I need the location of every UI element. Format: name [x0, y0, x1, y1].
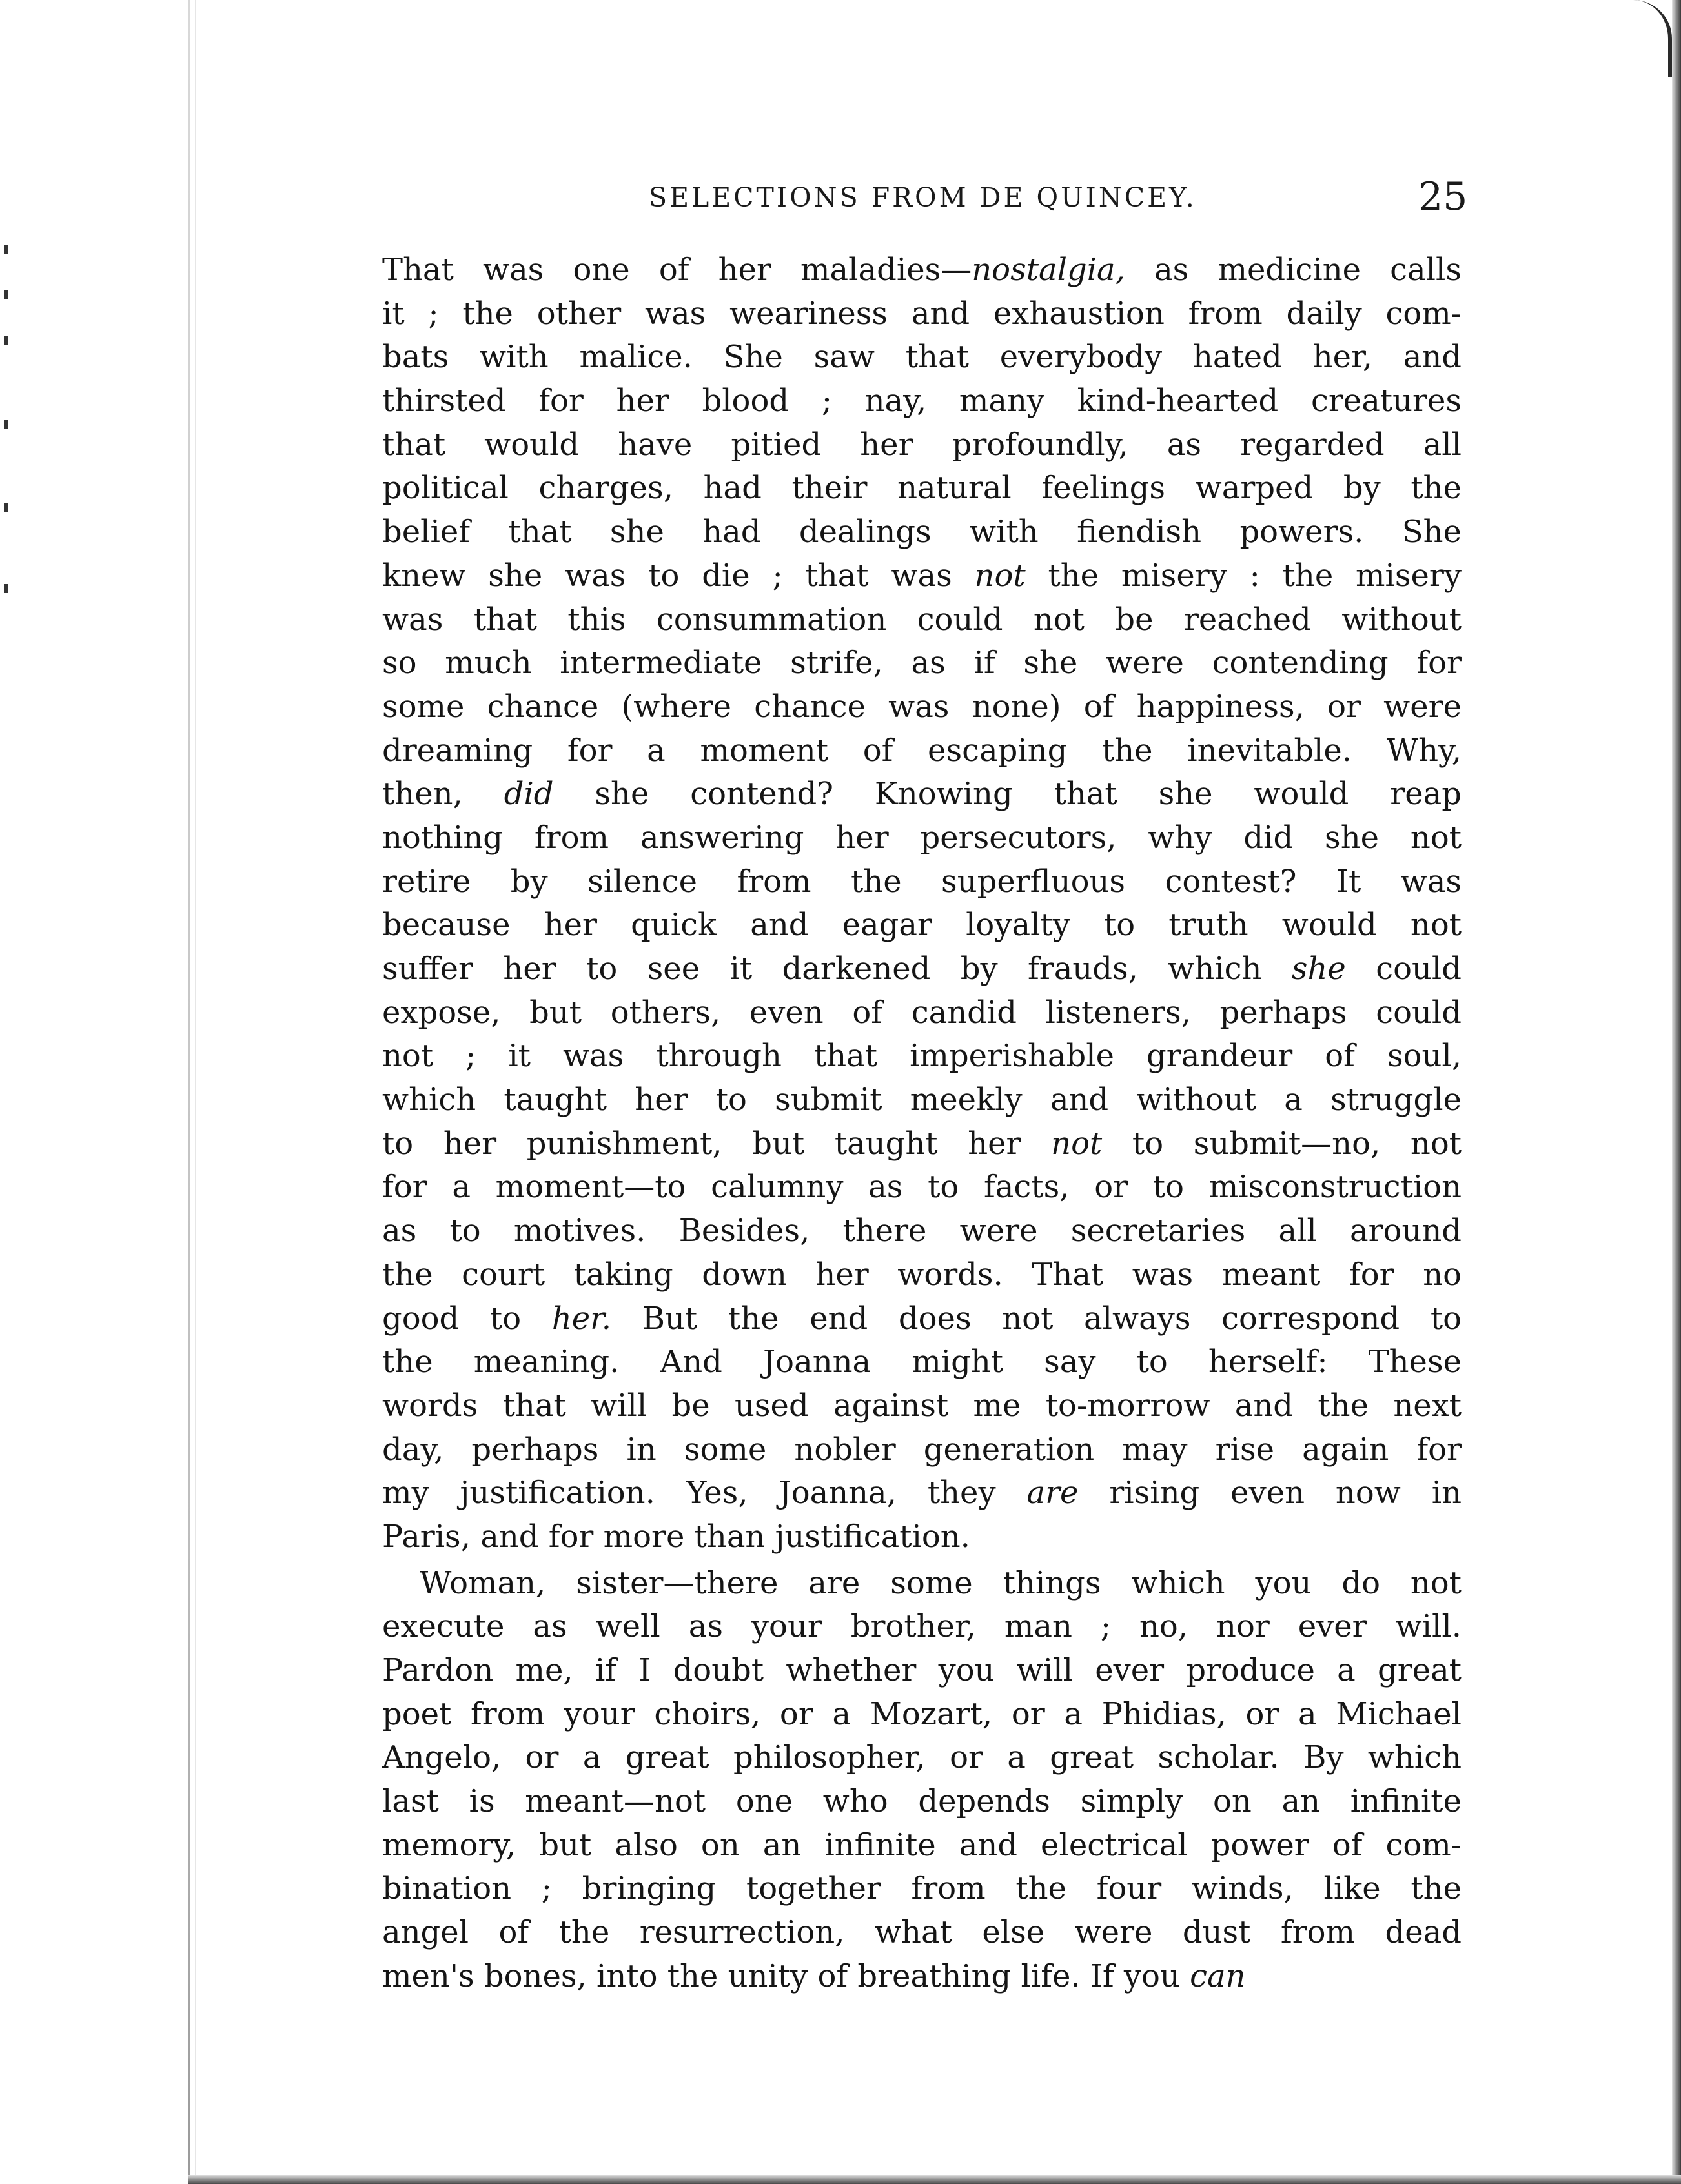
text-run: angel of the resurrection, what else were dust from dead: [382, 1914, 1462, 1951]
running-head-title: SELECTIONS FROM DE QUINCEY.: [649, 182, 1197, 213]
text-line: [382, 598, 1462, 642]
text-run: suffer her to see it darkened by frauds, which: [382, 951, 1292, 987]
text-run: men's bones, into the unity of breathing life. If you: [382, 1957, 1190, 1994]
text-run: which taught her to submit meekly and without a struggle: [382, 1082, 1462, 1118]
text-run: as to motives. Besides, there were secretaries all around: [382, 1213, 1462, 1249]
text-line: [382, 860, 1462, 904]
text-line: [382, 773, 1462, 816]
text-run: she contend? Knowing that she would reap: [553, 776, 1462, 813]
text-run: memory, but also on an infinite and electrical power of com-: [382, 1826, 1462, 1863]
text-run: knew she was to die ; that was: [382, 557, 975, 594]
text-line: [382, 1209, 1462, 1253]
text-run: the court taking down her words. That was meant for no: [382, 1256, 1462, 1293]
text-line: [382, 1471, 1462, 1515]
text-line: [382, 248, 1462, 292]
text-run: words that will be used against me to-morrow and the next: [382, 1387, 1462, 1424]
text-line: [382, 1428, 1462, 1472]
text-run: day, perhaps in some nobler generation may rise again for: [382, 1431, 1462, 1468]
text-run: my justification. Yes, Joanna, they: [382, 1475, 1027, 1512]
text-run: to her punishment, but taught her: [382, 1125, 1052, 1162]
text-run: could: [1345, 951, 1462, 987]
text-line: [382, 1035, 1462, 1078]
text-line: [382, 1078, 1462, 1122]
text-line: [382, 1736, 1462, 1780]
text-run: because her quick and eagar loyalty to truth would not: [382, 907, 1462, 944]
text-line: [382, 1166, 1462, 1209]
page-corner-curl: [1629, 0, 1672, 77]
italic-run: can: [1190, 1957, 1246, 1994]
text-run: last is meant—not one who depends simply on an infinite: [382, 1783, 1462, 1820]
text-run: then,: [382, 776, 504, 813]
binding-gutter-line: [188, 0, 190, 2184]
italic-run: did: [504, 776, 554, 813]
text-line: [382, 947, 1462, 991]
text-line: [382, 1867, 1462, 1911]
text-run: nothing from answering her persecutors, why did she not: [382, 819, 1462, 856]
text-run: dreaming for a moment of escaping the inevitable. Why,: [382, 732, 1462, 769]
text-run: the misery : the misery: [1025, 557, 1462, 594]
text-line: [382, 685, 1462, 729]
text-run: Woman, sister—there are some things which you do not: [420, 1564, 1462, 1601]
page-bottom-edge: [188, 2175, 1681, 2184]
text-line: [382, 467, 1462, 511]
italic-run: she: [1291, 951, 1346, 987]
text-run: bats with malice. She saw that everybody hated her, and: [382, 339, 1462, 376]
text-line: [382, 1562, 1462, 1606]
text-line: [382, 816, 1462, 860]
text-line: [382, 1780, 1462, 1824]
text-line: [382, 642, 1462, 685]
text-run: Angelo, or a great philosopher, or a great scholar. By which: [382, 1739, 1462, 1776]
text-line: [382, 554, 1462, 598]
text-line: [382, 1693, 1462, 1737]
text-run: it ; the other was weariness and exhaustion from daily com-: [382, 295, 1462, 332]
text-run: not ; it was through that imperishable grandeur of soul,: [382, 1038, 1462, 1075]
italic-run: not: [974, 557, 1026, 594]
paragraph: [382, 248, 1462, 1559]
text-line: [382, 1297, 1462, 1341]
text-run: some chance (where chance was none) of happiness, or were: [382, 688, 1462, 725]
paragraph: [382, 1562, 1462, 1999]
text-line: [382, 1605, 1462, 1649]
text-run: as medicine calls: [1125, 252, 1462, 288]
text-run: political charges, had their natural feelings warped by the: [382, 470, 1462, 507]
text-run: execute as well as your brother, man ; no, nor ever will.: [382, 1608, 1462, 1645]
text-run: But the end does not always correspond to: [611, 1300, 1462, 1337]
text-run: for a moment—to calumny as to facts, or to misconstruction: [382, 1169, 1462, 1206]
text-run: that would have pitied her profoundly, as regarded all: [382, 426, 1462, 463]
text-run: retire by silence from the superfluous contest? It was: [382, 863, 1462, 900]
italic-run: are: [1026, 1475, 1079, 1512]
text-run: was that this consummation could not be reached without: [382, 601, 1462, 638]
text-run: belief that she had dealings with fiendish powers. She: [382, 514, 1462, 551]
text-line: [382, 1384, 1462, 1428]
text-run: expose, but others, even of candid listeners, perhaps could: [382, 994, 1462, 1031]
text-line: [382, 991, 1462, 1035]
text-line: [382, 423, 1462, 467]
text-line: [382, 379, 1462, 423]
italic-run: her.: [551, 1300, 612, 1337]
text-line: [382, 1122, 1462, 1166]
italic-run: not: [1051, 1125, 1103, 1162]
text-line: [382, 1824, 1462, 1868]
text-run: Pardon me, if I doubt whether you will ever produce a great: [382, 1652, 1462, 1688]
text-line: [382, 1649, 1462, 1693]
text-line: [382, 1955, 1462, 1999]
text-run: poet from your choirs, or a Mozart, or a Phidias, or a Michael: [382, 1695, 1462, 1732]
text-run: the meaning. And Joanna might say to herself: These: [382, 1344, 1462, 1380]
text-line: [382, 1340, 1462, 1384]
text-line: [382, 292, 1462, 336]
page-right-edge: [1672, 0, 1681, 2184]
text-run: bination ; bringing together from the four winds, like the: [382, 1870, 1462, 1907]
text-line: [382, 1515, 1462, 1559]
body-text: [382, 248, 1462, 1999]
text-run: Paris, and for more than justification.: [382, 1518, 970, 1555]
text-line: [382, 336, 1462, 379]
text-run: so much intermediate strife, as if she were contending for: [382, 645, 1462, 682]
text-run: to submit—no, not: [1102, 1125, 1462, 1162]
text-run: That was one of her maladies—: [382, 252, 972, 288]
text-run: thirsted for her blood ; nay, many kind-hearted creatures: [382, 383, 1462, 420]
text-line: [382, 904, 1462, 947]
binding-gutter-shadow: [195, 0, 196, 2184]
text-run: rising even now in: [1078, 1475, 1462, 1512]
text-run: good to: [382, 1300, 552, 1337]
text-line: [382, 729, 1462, 773]
text-line: [382, 1911, 1462, 1955]
italic-run: nostalgia,: [972, 252, 1125, 288]
text-line: [382, 511, 1462, 554]
text-line: [382, 1253, 1462, 1297]
page-number: 25: [1418, 174, 1468, 219]
